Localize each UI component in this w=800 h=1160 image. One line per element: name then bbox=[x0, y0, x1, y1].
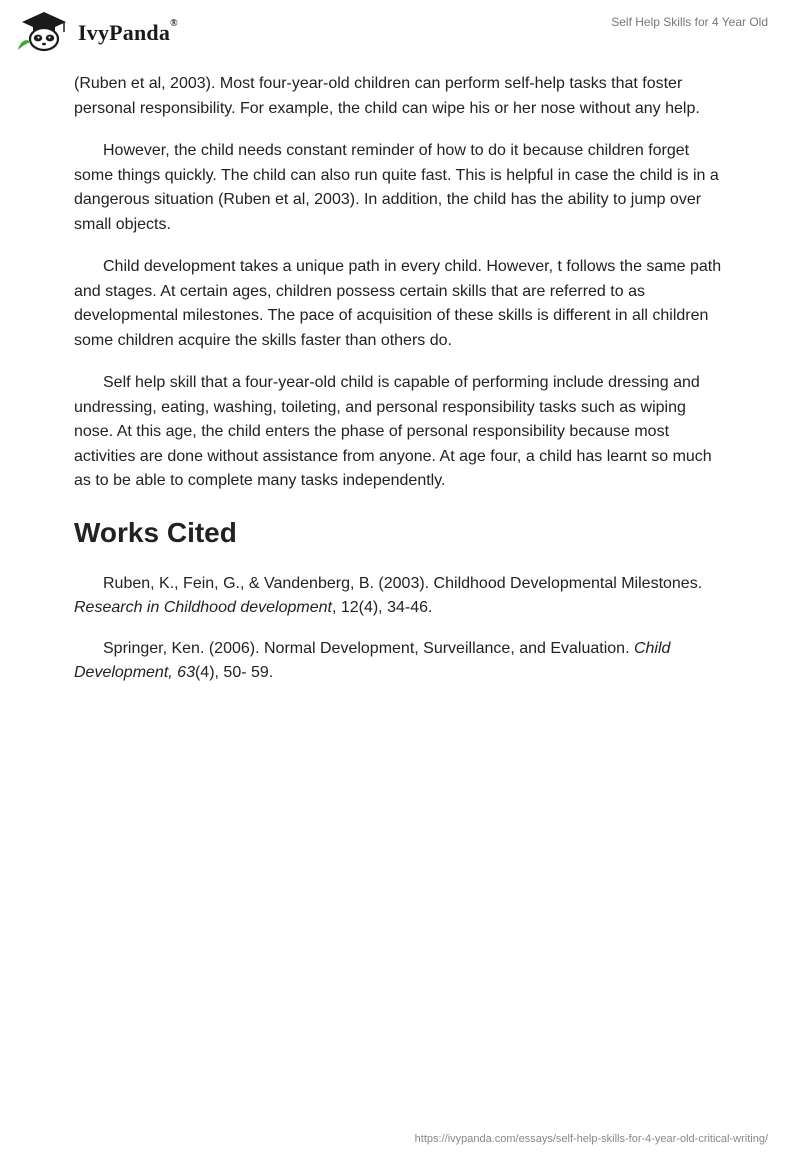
citation-1-journal: Research in Childhood development bbox=[74, 599, 332, 616]
paragraph-4: Self help skill that a four-year-old child is capable of performing include dressing and undressing, eating, washing, toileting, and personal responsibility tasks such as wiping nose. At this age, the child enters the phase of personal responsibility because most activities are done without assistance from anyone. At age four, a child has learnt so much as to be able to complete many tasks independently. bbox=[74, 374, 712, 489]
paragraph-1: (Ruben et al, 2003). Most four-year-old children can perform self-help tasks that foster personal responsibility. For example, the child can wipe his or her nose without any help. bbox=[74, 75, 700, 117]
panda-graduate-icon bbox=[14, 8, 74, 52]
essay-content bbox=[74, 72, 726, 702]
citation-2-journal: Child Development, 63 bbox=[74, 639, 671, 681]
brand-name: IvyPanda® bbox=[78, 18, 178, 45]
paragraph-3: Child development takes a unique path in every child. However, t follows the same path and stages. At certain ages, children possess certain skills that are referred to as developmental milestones. The pace of acquisition of these skills is different in all children some children acquire the skills faster than others do. bbox=[74, 258, 722, 349]
citation-1: Ruben, K., Fein, G., & Vandenberg, B. (2003). Childhood Developmental Milestones. Research in Childhood development, 12(4), 34-46. bbox=[74, 574, 703, 616]
paragraph-2: However, the child needs constant reminder of how to do it because children forget some things quickly. The child can also run quite fast. This is helpful in case the child is in a dangerous situation (Ruben et al, 2003). In addition, the child has the ability to jump over small objects. bbox=[74, 142, 719, 233]
source-url-link[interactable]: https://ivypanda.com/essays/self-help-skills-for-4-year-old-critical-writing/ bbox=[414, 1133, 768, 1145]
works-cited-heading: Works Cited bbox=[74, 516, 237, 548]
page-header bbox=[0, 0, 800, 70]
citation-2: Springer, Ken. (2006). Normal Development, Surveillance, and Evaluation. Child Development, 63(4), 50- 59. bbox=[74, 639, 671, 681]
document-title: Self Help Skills for 4 Year Old bbox=[611, 15, 768, 29]
ivypanda-logo[interactable] bbox=[14, 8, 178, 52]
